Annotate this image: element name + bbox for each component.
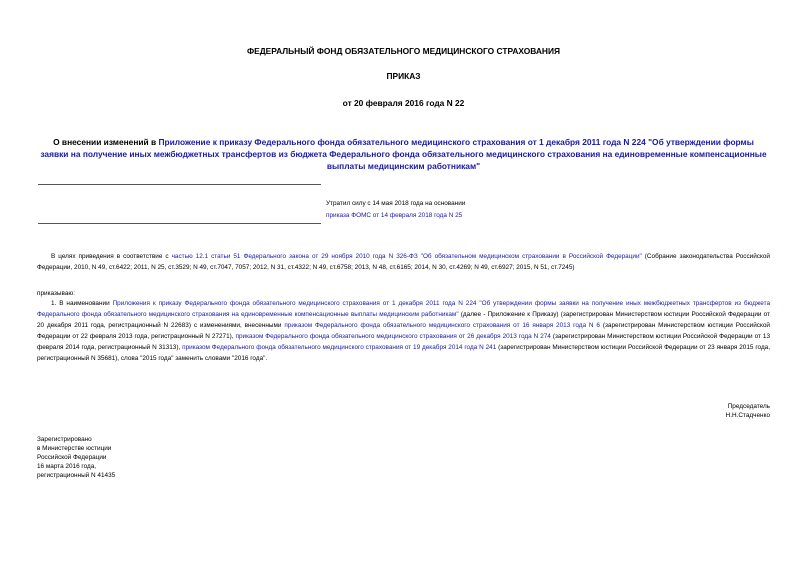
- registration-line: в Министерстве юстиции: [37, 445, 112, 452]
- para3-order-6-link[interactable]: приказом Федерального фонда обязательного медицинского страхования от 16 января 2013 года N 6: [284, 322, 600, 329]
- date-number-heading: от 20 февраля 2016 года N 22: [342, 98, 465, 108]
- paragraph-item-1: [37, 298, 770, 364]
- para3-order-274-link[interactable]: приказом Федерального фонда обязательного медицинского страхования от 26 декабря 2013 года N 274: [235, 333, 551, 340]
- signature-block: [726, 402, 770, 420]
- registration-line: Российской Федерации: [37, 454, 107, 461]
- para1-law-link[interactable]: частью 12.1 статьи 51 Федерального закона от 29 ноября 2010 года N 326-ФЗ "Об обязательном медицинском страховании в Российской Федерации": [171, 253, 642, 260]
- para3-appendix-link[interactable]: Приложения к приказу Федерального фонда обязательного медицинского страхования от 1 декабря 2011 года N 224 "Об утверждении формы заявки на получение иных межбюджетных трансфертов из бюджета Федерального фонда обязательного медицинского страхования на единовременные компенсационные выплаты медицинским работникам": [37, 300, 770, 318]
- signature-name: Н.Н.Стадченко: [725, 412, 770, 419]
- para3-text2: (далее - Приложение к Приказу) (зарегистрирован Министерством юстиции Российской Федерации от 20 декабря 2011 года, регистрационный N 22683) с изменениями, внесенными: [37, 311, 770, 329]
- para3-order-241-link[interactable]: приказом Федерального фонда обязательного медицинского страхования от 19 декабря 2014 года N 241: [182, 344, 497, 351]
- signature-role: Председатель: [727, 403, 770, 410]
- registration-line: регистрационный N 41435: [37, 472, 116, 479]
- para1-text2: (Собрание законодательства Российской Федерации, 2010, N 49, ст.6422; 2011, N 25, ст.3529; N 49, ст.7047, 7057; 2012, N 31, ст.4322; N 49, ст.6758; 2013, N 48, ст.6165; 2014, N 30, ст.4269; N 49, ст.6927; 2015, N 51, ст.7245): [37, 253, 770, 271]
- paragraph-preamble: [37, 251, 770, 273]
- registration-block: [37, 435, 115, 480]
- para1-text1: В целях приведения в соответствие с: [51, 253, 172, 260]
- para3-text1: 1. В наименовании: [51, 300, 113, 307]
- org-heading: ФЕДЕРАЛЬНЫЙ ФОНД ОБЯЗАТЕЛЬНОГО МЕДИЦИНСКОГО СТРАХОВАНИЯ: [246, 46, 561, 56]
- para3-text5: (зарегистрирован Министерством юстиции Российской Федерации от 23 января 2015 года, регистрационный N 35681), слова "2015 года" заменить словами "2016 года".: [37, 344, 771, 362]
- doc-type-heading: ПРИКАЗ: [386, 71, 421, 81]
- divider-bottom: [38, 223, 321, 224]
- lost-force-link[interactable]: приказа ФОМС от 14 февраля 2018 года N 25: [326, 212, 463, 219]
- divider-top: [38, 184, 321, 185]
- title-link[interactable]: Приложение к приказу Федерального фонда обязательного медицинского страхования от 1 декабря 2011 года N 224 "Об утверждении формы заявки на получение иных межбюджетных трансфертов из бюджета Федерального фонда обязательного медицинского страхования на единовременные компенсационные выплаты медицинским работникам": [40, 137, 767, 171]
- para3-text4: (зарегистрирован Министерством юстиции Российской Федерации от 13 февраля 2014 года, регистрационный N 31313),: [37, 333, 771, 351]
- document-title: [40, 136, 767, 172]
- lost-force-text: Утратил силу с 14 мая 2018 года на основании: [326, 200, 466, 207]
- registration-line: Зарегистрировано: [37, 436, 92, 443]
- paragraph-order: приказываю:: [37, 290, 75, 297]
- registration-line: 16 марта 2016 года,: [37, 463, 97, 470]
- lost-force-note: [326, 198, 465, 222]
- para3-text3: (зарегистрирован Министерством юстиции Российской Федерации от 22 февраля 2013 года, регистрационный N 27271),: [37, 322, 770, 340]
- title-prefix: О внесении изменений в: [53, 137, 159, 147]
